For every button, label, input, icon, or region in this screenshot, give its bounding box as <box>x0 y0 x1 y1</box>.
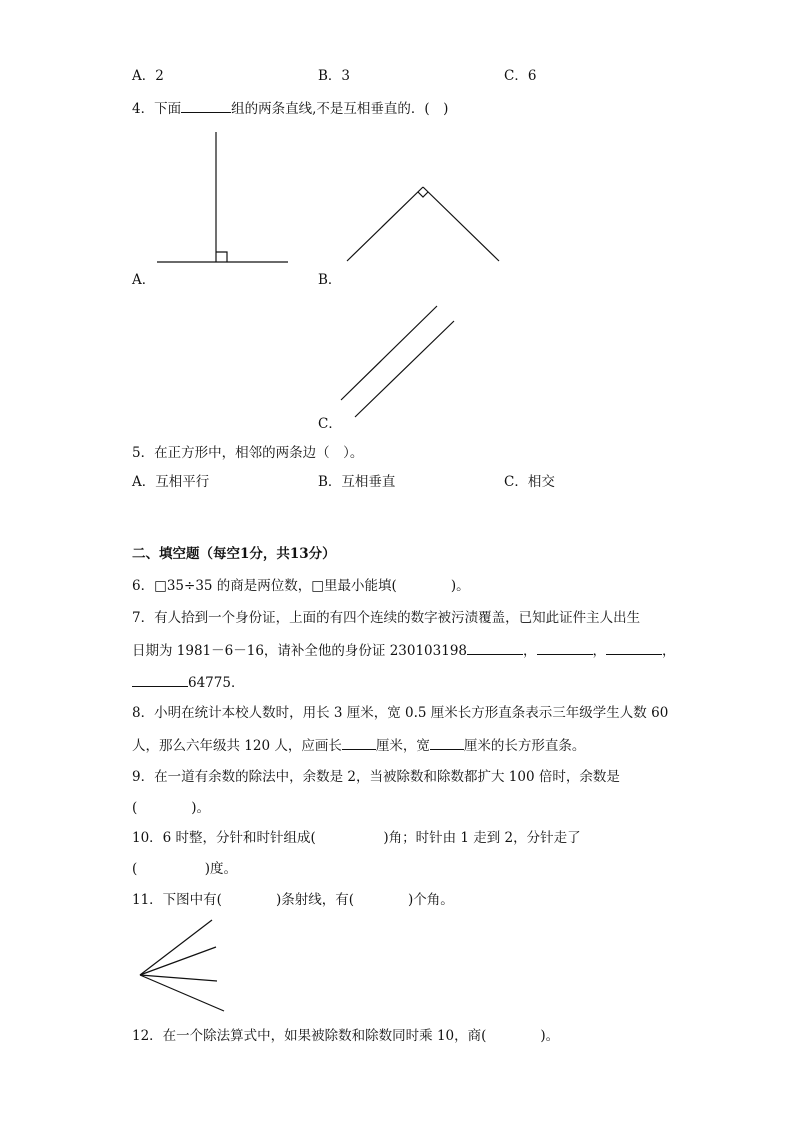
figure-b-left-line <box>347 187 423 261</box>
question-11-figure <box>140 920 224 1011</box>
separator: ， <box>662 643 676 659</box>
ray-1 <box>140 920 212 975</box>
question-8-text: 厘米的长方形直条。 <box>463 738 586 754</box>
figure-b-right-line <box>423 187 499 261</box>
figure-a <box>157 132 288 262</box>
figure-b-label: B． <box>318 272 342 288</box>
question-6: 6．□35÷35 的商是两位数，□里最小能填( )。 <box>132 578 470 594</box>
answer-blank <box>132 673 188 687</box>
question-9-line-2: ( )。 <box>132 800 211 816</box>
figure-b <box>347 187 499 261</box>
figure-c-label: C． <box>318 416 342 432</box>
question-7-text: 64775． <box>188 675 245 691</box>
answer-blank <box>537 641 593 655</box>
right-angle-mark <box>216 252 227 262</box>
question-5-stem: 5．在正方形中，相邻的两条边（ ）。 <box>132 445 364 461</box>
answer-blank <box>467 641 523 655</box>
question-7-line-2 <box>132 641 676 660</box>
question-8-text: 厘米，宽 <box>375 738 430 754</box>
question-8-text: 人，那么六年级共 120 人，应画长 <box>132 738 342 754</box>
question-8-line-2 <box>132 736 585 755</box>
question-7-text: 日期为 1981－6－16，请补全他的身份证 230103198 <box>132 643 468 659</box>
question-4-stem-end: 组的两条直线,不是互相垂直的．( ) <box>231 101 449 117</box>
answer-blank <box>430 736 464 750</box>
answer-blank <box>606 641 662 655</box>
question-11: 11．下图中有( )条射线，有( )个角。 <box>132 892 454 908</box>
option-a: A．2 <box>132 68 164 84</box>
figure-a-label: A． <box>132 272 156 288</box>
question-10-line-1: 10．6 时整，分针和时针组成( )角；时针由 1 走到 2，分针走了 <box>132 830 581 846</box>
option-b: B．3 <box>318 68 351 84</box>
ray-2 <box>140 947 216 975</box>
question-7-line-3 <box>132 673 244 692</box>
figure-c-line-1 <box>341 306 437 400</box>
question-8-line-1: 8．小明在统计本校人数时，用长 3 厘米，宽 0.5 厘米长方形直条表示三年级学生人数 60 <box>132 705 669 721</box>
figure-c <box>341 306 454 417</box>
figure-c-line-2 <box>355 321 454 417</box>
separator: ， <box>523 643 537 659</box>
section-title: 二、填空题（每空1分，共13分） <box>132 546 336 562</box>
question-4-stem-start: 4．下面 <box>132 101 182 117</box>
question-7-line-1: 7．有人拾到一个身份证，上面的有四个连续的数字被污渍覆盖，已知此证件主人出生 <box>132 610 641 626</box>
question-9-line-1: 9．在一道有余数的除法中，余数是 2，当被除数和除数都扩大 100 倍时，余数是 <box>132 769 620 785</box>
separator: ， <box>592 643 607 659</box>
question-12: 12．在一个除法算式中，如果被除数和除数同时乘 10，商( )。 <box>132 1028 560 1044</box>
option-a: A．互相平行 <box>132 474 210 490</box>
question-10-line-2: ( )度。 <box>132 861 238 877</box>
option-c: C．6 <box>504 68 537 84</box>
right-angle-mark <box>418 192 428 197</box>
answer-blank <box>342 736 376 750</box>
option-b: B．互相垂直 <box>318 474 396 490</box>
option-c: C．相交 <box>504 474 555 490</box>
